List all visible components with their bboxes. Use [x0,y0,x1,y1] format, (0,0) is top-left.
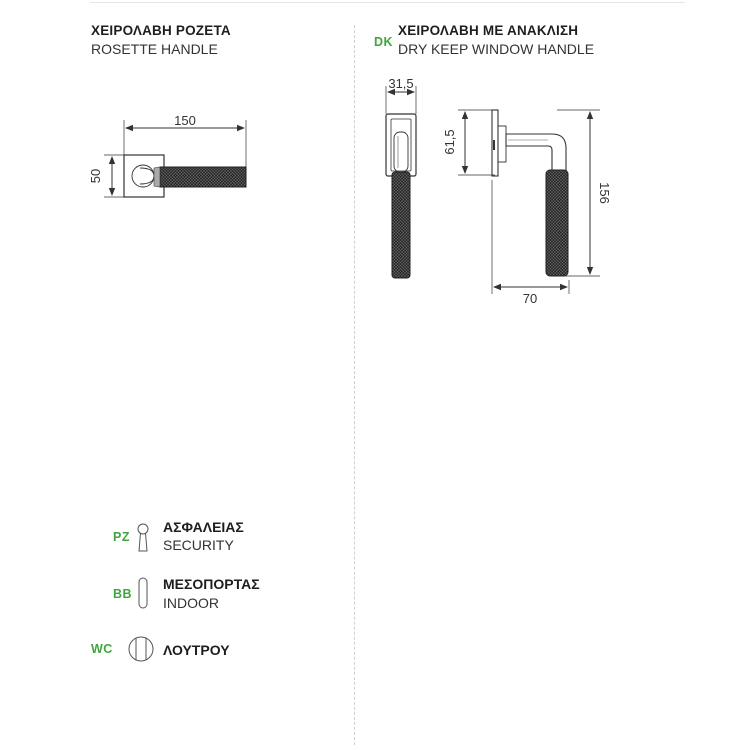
rosette-dim-length-label [174,113,196,128]
dry-keep-title-en: DRY KEEP WINDOW HANDLE [398,41,595,57]
dim-50: 50 [88,168,103,184]
dim-61-5: 61,5 [442,129,457,155]
slot-icon [139,578,147,608]
dim-150: 150 [174,113,196,128]
wc-turn-icon [129,637,153,661]
rosette-handle-drawing [104,120,246,197]
legend-label-indoor-el: ΜΕΣΟΠΟΡΤΑΣ [163,576,260,592]
dk-front-view [386,86,416,278]
dim-156: 156 [597,182,612,204]
legend-code-wc: WC [91,642,113,656]
rosette-dim-height-label [88,169,103,183]
dry-keep-title-el: ΧΕΙΡΟΛΑΒΗ ΜΕ ΑΝΑΚΛΙΣΗ [398,23,579,38]
legend-label-security-el: ΑΣΦΑΛΕΙΑΣ [163,519,244,535]
rosette-handle-title-el: ΧΕΙΡΟΛΑΒΗ ΡΟΖΕΤΑ [91,23,231,38]
keyhole-icon [138,524,148,551]
dk-code: DK [374,35,394,49]
dim-31-5: 31,5 [388,76,414,91]
dk-side-view [458,110,600,294]
rosette-handle-title-en: ROSETTE HANDLE [91,41,218,57]
legend-label-security-en: SECURITY [163,537,234,553]
legend-label-indoor-en: INDOOR [163,595,219,611]
legend-label-bathroom-el: ΛΟΥΤΡΟΥ [163,642,230,658]
dim-70: 70 [522,291,538,306]
legend-code-pz: PZ [113,530,130,544]
legend-code-bb: BB [113,587,133,601]
